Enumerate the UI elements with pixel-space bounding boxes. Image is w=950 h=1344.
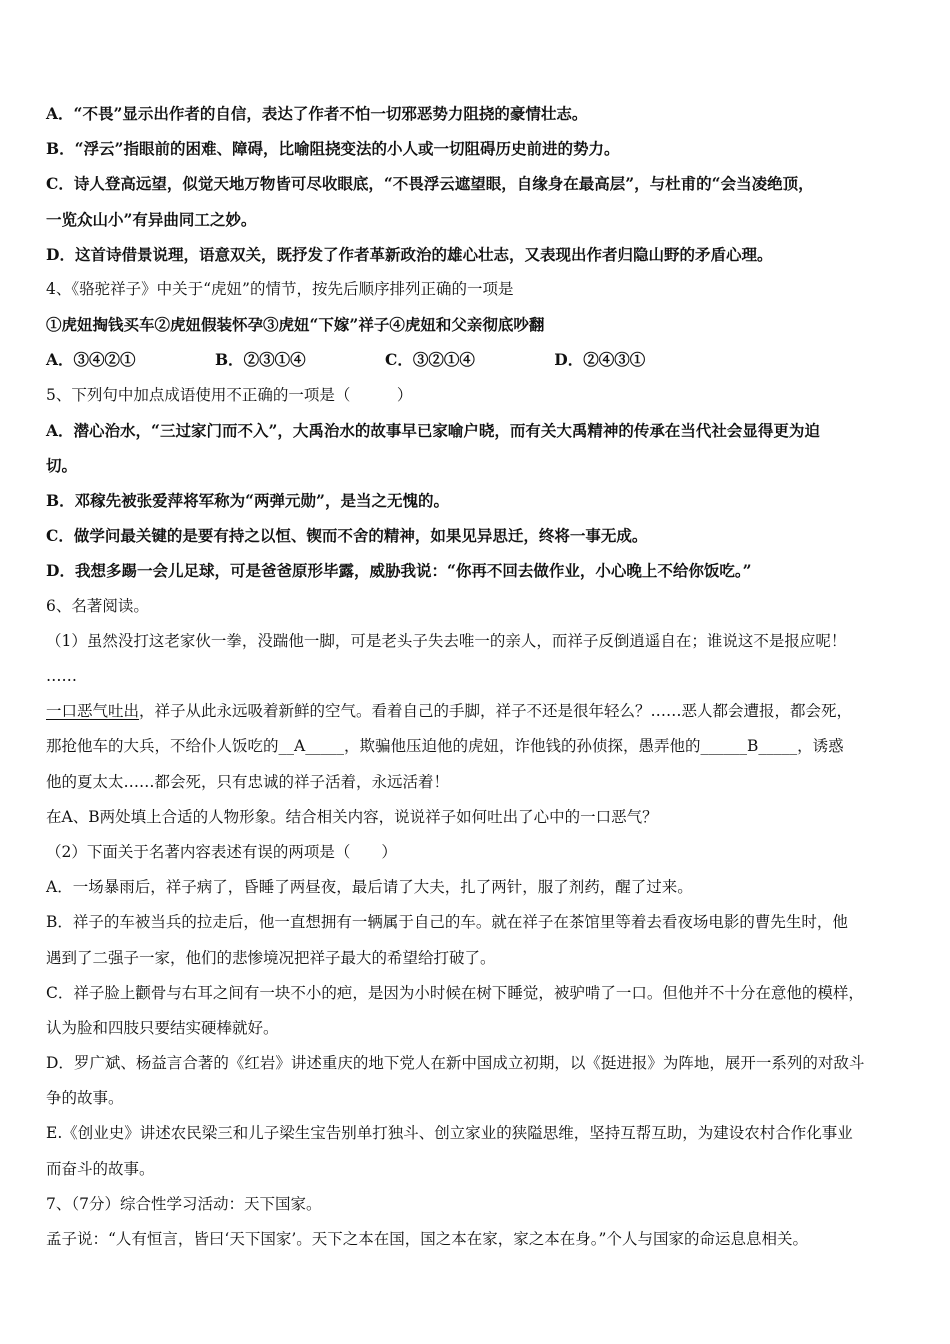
- q4-option-c: C．③②①④: [384, 350, 475, 370]
- q6-option-a: A．一场暴雨后，祥子病了，昏睡了两昼夜，最后请了大夫，扎了两针，服了剂药，醒了过来。: [46, 878, 693, 897]
- q6-sub1-question: 在A、B两处填上合适的人物形象。结合相关内容，说说祥子如何吐出了心中的一口恶气？: [46, 807, 658, 826]
- option-label: B．: [46, 139, 75, 159]
- q5-option-d: D．我想多踢一会儿足球，可是爸爸原形毕露，威胁我说：“你再不回去做作业，小心晚上不给你饭吃。”: [46, 561, 752, 581]
- q4-option-d: D．②④③①: [554, 350, 646, 370]
- option-text: 这首诗借景说理，语意双关，既抒发了作者革新政治的雄心壮志，又表现出作者归隐山野的矛盾心理。: [74, 244, 773, 264]
- q5-option-a-cont: 切。: [46, 455, 78, 475]
- q3-option-c-cont: 一览众山小”有异曲同工之妙。: [46, 209, 257, 229]
- q6-option-e-cont: 而奋斗的故事。: [46, 1159, 155, 1178]
- option-text: “不畏”显示出作者的自信，表达了作者不怕一切邪恶势力阻挠的豪情壮志。: [73, 104, 588, 123]
- exam-page: [46, 96, 916, 1257]
- option-label: A．: [46, 104, 74, 123]
- underlined-phrase: 一口恶气吐出: [46, 702, 140, 721]
- q4-stem: 4、《骆驼祥子》中关于“虎妞”的情节，按先后顺序排列正确的一项是: [46, 279, 514, 298]
- blank-a[interactable]: __A_____: [278, 737, 344, 756]
- q6-option-d-cont: 争的故事。: [46, 1089, 124, 1108]
- q3-option-b: [46, 131, 916, 166]
- option-label: D．: [46, 244, 75, 264]
- q6-passage-line-5: 他的夏太太……都会死，只有忠诚的祥子活着，永远活着！: [46, 772, 450, 791]
- q6-passage-line-4: 那抢他车的大兵，不给仆人饭吃的__A_____，欺骗他压迫他的虎妞，诈他钱的孙侦探，愚弄他的______B_____，诱惑: [46, 737, 844, 756]
- q6-option-b: B．祥子的车被当兵的拉走后，他一直想拥有一辆属于自己的车。就在祥子在茶馆里等着去看夜场电影的曹先生时，他: [46, 913, 848, 932]
- q6-option-d: D．罗广斌、杨益言合著的《红岩》讲述重庆的地下党人在新中国成立初期，以《挺进报》为阵地，展开一系列的对敌斗: [46, 1054, 865, 1073]
- blank-b[interactable]: ______B_____: [700, 737, 798, 756]
- q4-option-b: B．②③①④: [214, 350, 306, 370]
- option-text: “浮云”指眼前的困难、障碍，比喻阻挠变法的小人或一切阻碍历史前进的势力。: [74, 139, 620, 159]
- q6-option-b-cont: 遇到了二强子一家，他们的悲惨境况把祥子最大的希望给打破了。: [46, 948, 496, 967]
- option-text: 诗人登高远望，似觉天地万物皆可尽收眼底，“不畏浮云遮望眼，自缘身在最高层”，与杜甫的“会当凌绝顶，: [73, 174, 814, 194]
- q5-option-b: B．邓稼先被张爱萍将军称为“两弹元勋”，是当之无愧的。: [46, 491, 449, 511]
- q6-passage-line-1: （1）虽然没打这老家伙一拳，没踹他一脚，可是老头子失去唯一的亲人，而祥子反倒逍遥自在；谁说这不是报应呢！: [46, 631, 847, 650]
- q3-option-a: [46, 96, 916, 131]
- q3-option-c: [46, 166, 916, 201]
- q3-option-d: [46, 237, 916, 272]
- q4-option-a: A．③④②①: [46, 350, 136, 370]
- q6-sub2-stem: （2）下面关于名著内容表述有误的两项是（ ）: [46, 842, 397, 861]
- q4-events: ①虎妞掏钱买车②虎妞假装怀孕③虎妞“下嫁”祥子④虎妞和父亲彻底吵翻: [46, 315, 545, 335]
- q5-stem: 5、下列句中加点成语使用不正确的一项是（ ）: [46, 385, 413, 404]
- option-label: C．: [46, 174, 74, 194]
- q5-option-c: C．做学问最关键的是要有持之以恒、锲而不舍的精神，如果见异思迁，终将一事无成。: [46, 526, 648, 546]
- q6-option-e: E.《创业史》讲述农民梁三和儿子梁生宝告别单打独斗、创立家业的狭隘思维，坚持互帮互助，为建设农村合作化事业: [46, 1124, 853, 1143]
- q6-passage-ellipsis: ……: [46, 667, 77, 685]
- q6-option-c-cont: 认为脸和四肢只要结实硬棒就好。: [46, 1018, 279, 1037]
- q5-option-a: A．潜心治水，“三过家门而不入”，大禹治水的故事早已家喻户晓，而有关大禹精神的传承在当代社会显得更为迫: [46, 420, 820, 440]
- q7-text: 孟子说：“人有恒言，皆曰‘天下国家’。天下之本在国，国之本在家，家之本在身。”个人与国家的命运息息相关。: [46, 1230, 808, 1248]
- q6-stem: 6、名著阅读。: [46, 596, 149, 615]
- q6-passage-line-3: 一口恶气吐出，祥子从此永远吸着新鲜的空气。看着自己的手脚，祥子不还是很年轻么？……恶人都会遭报，都会死，: [46, 702, 853, 721]
- q4-options: [46, 342, 916, 377]
- q7-stem: 7、（7分）综合性学习活动：天下国家。: [46, 1194, 322, 1213]
- q6-option-c: C．祥子脸上颧骨与右耳之间有一块不小的疤，是因为小时候在树下睡觉，被驴啃了一口。但他并不十分在意他的模样，: [46, 983, 864, 1002]
